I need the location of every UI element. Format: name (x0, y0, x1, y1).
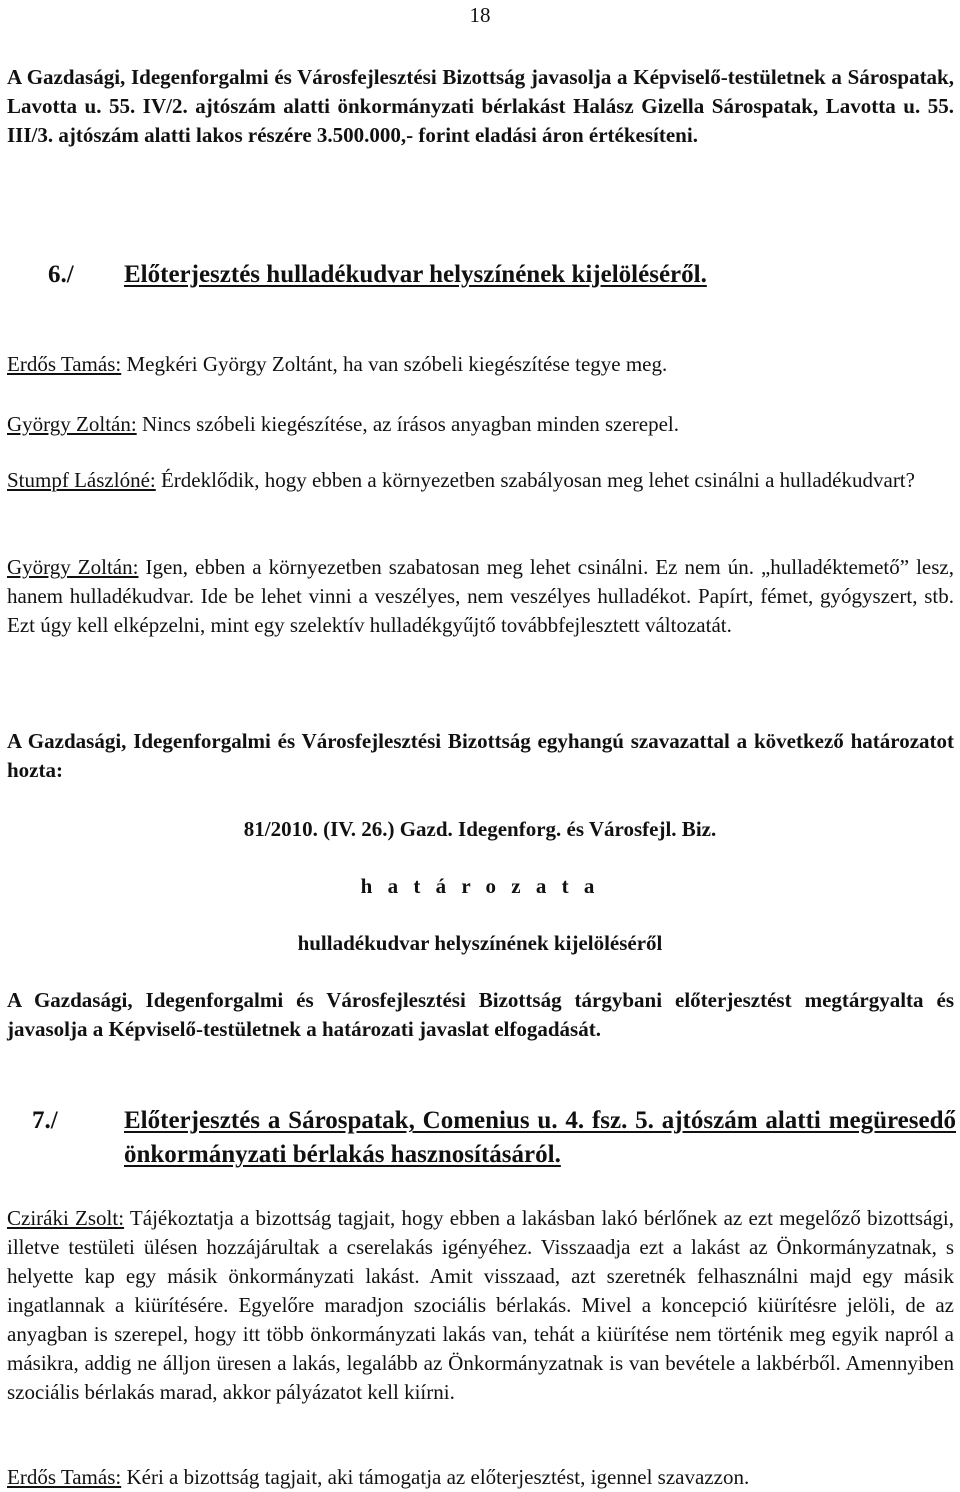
dialog-entry (7, 1204, 954, 1407)
vote-introduction: A Gazdasági, Idegenforgalmi és Városfejlesztési Bizottság egyhangú szavazattal a következő határozatot hozta: (7, 729, 954, 782)
speech-text: Igen, ebben a környezetben szabatosan meg lehet csinálni. Ez nem ún. „hulladéktemető” lesz, hanem hulladékudvar. Ide be lehet vinni a veszélyes, nem veszélyes hulladékot. Papírt, fémet, gyógyszert, stb. Ezt úgy kell elképzelni, mint egy szelektív hulladékgyűjtő továbbfejlesztett változatát. (7, 555, 954, 637)
committee-proposal-paragraph: A Gazdasági, Idegenforgalmi és Városfejlesztési Bizottság javasolja a Képviselő-testületnek a Sárospatak, Lavotta u. 55. IV/2. ajtószám alatti önkormányzati bérlakást Halász Gizella Sárospatak, Lavotta u. 55. III/3. ajtószám alatti lakos részére 3.500.000,- forint eladási áron értékesíteni. (7, 65, 954, 147)
speech-text: Megkéri György Zoltánt, ha van szóbeli kiegészítése tegye meg. (121, 352, 668, 376)
dialog-entry (7, 410, 954, 439)
speaker-name: Erdős Tamás: (7, 352, 122, 376)
page-number: 18 (469, 3, 491, 27)
dialog-entry (7, 350, 954, 379)
speaker-name: Cziráki Zsolt: (7, 1206, 125, 1230)
resolution-text: A Gazdasági, Idegenforgalmi és Városfejlesztési Bizottság tárgybani előterjesztést megtárgyalta és javasolja a Képviselő-testületnek a határozati javaslat elfogadását. (7, 988, 954, 1041)
agenda-item-6-number: 6./ (48, 261, 74, 288)
resolution-subject: hulladékudvar helyszínének kijelöléséről (297, 931, 663, 955)
agenda-item-7-number: 7./ (32, 1107, 58, 1134)
agenda-item-6-title: Előterjesztés hulladékudvar helyszínének kijelöléséről. (124, 261, 707, 288)
speech-text: Nincs szóbeli kiegészítése, az írásos anyagban minden szerepel. (136, 412, 679, 436)
speaker-name: György Zoltán: (7, 412, 137, 436)
speaker-name: Erdős Tamás: (7, 1465, 122, 1489)
resolution-word: h a t á r o z a t a (360, 874, 600, 898)
speech-text: Érdeklődik, hogy ebben a környezetben szabályosan meg lehet csinálni a hulladékudvart? (155, 468, 915, 492)
dialog-entry (7, 553, 954, 640)
dialog-entry (7, 466, 954, 495)
speaker-name: Stumpf Lászlóné: (7, 468, 156, 492)
resolution-number: 81/2010. (IV. 26.) Gazd. Idegenforg. és Városfejl. Biz. (243, 817, 717, 841)
speech-text: Kéri a bizottság tagjait, aki támogatja az előterjesztést, igennel szavazzon. (121, 1465, 750, 1489)
speaker-name: György Zoltán: (7, 555, 139, 579)
agenda-item-7-title: Előterjesztés a Sárospatak, Comenius u. 4. fsz. 5. ajtószám alatti megüresedő önkormányzati bérlakás hasznosításáról. (124, 1107, 956, 1168)
dialog-entry (7, 1463, 954, 1492)
speech-text: Tájékoztatja a bizottság tagjait, hogy ebben a lakásban lakó bérlőnek az ezt megelőző bizottsági, illetve testületi ülésen hozzájárultak a cserelakás igényéhez. Visszaadja ezt a lakást az Önkormányzatnak, s helyette kap egy másik önkormányzati lakást. Amit visszaad, azt szeretnék felhasználni majd egy másik ingatlannak a kiürítésére. Egyelőre maradjon szociális bérlakás. Mivel a koncepció kiürítésre jelöli, de az anyagban is szerepel, hogy itt több önkormányzati lakás van, tehát a kiürítése nem történik meg egyik napról a másikra, addig ne álljon üresen a lakás, legalább az Önkormányzatnak is van bevétele a lakbérből. Amennyiben szociális bérlakás marad, akkor pályázatot kell kiírni. (7, 1206, 954, 1404)
